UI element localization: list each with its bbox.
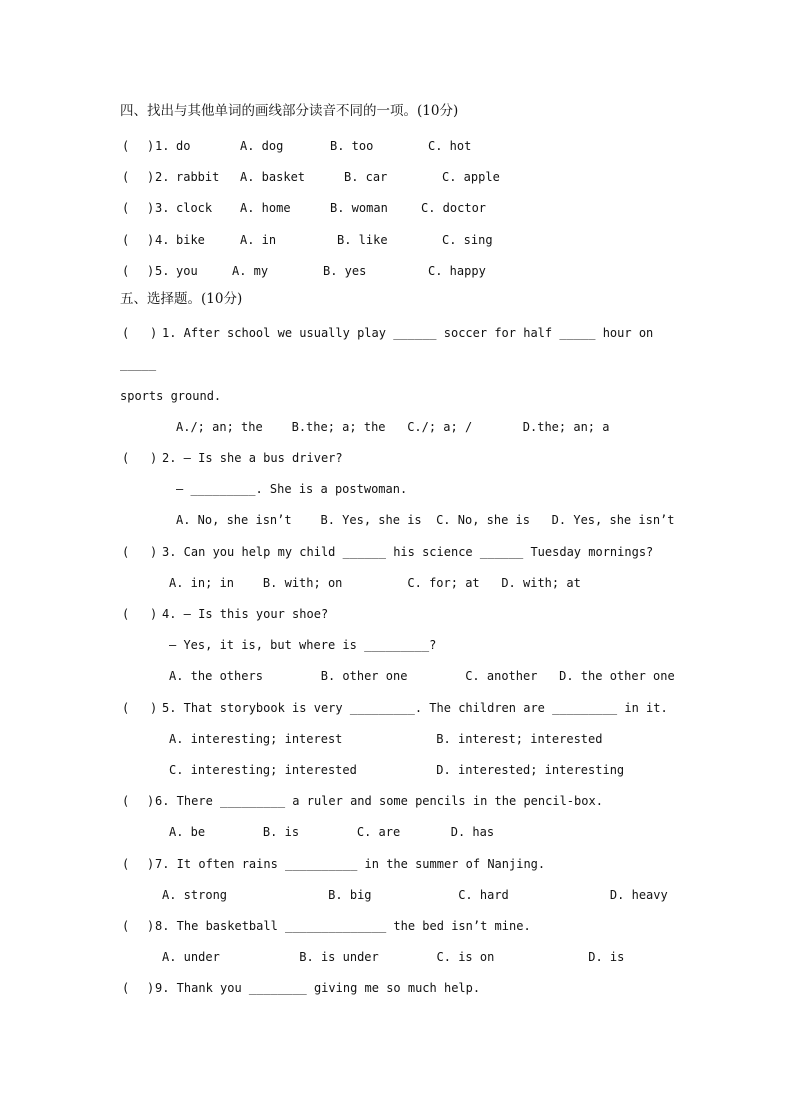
option-c: C. hot (428, 139, 472, 153)
answer-paren-open: ( (122, 233, 130, 247)
answer-paren-close: ) (147, 794, 155, 808)
option-c: C. sing (442, 233, 493, 247)
option-c: C. doctor (421, 201, 487, 215)
question-continuation: sports ground. (120, 389, 222, 403)
option-a: A. dog (240, 139, 284, 153)
answer-paren-close: ) (150, 451, 158, 465)
answer-paren-open: ( (122, 264, 130, 278)
answer-paren-close: ) (147, 919, 155, 933)
option-c: C. apple (442, 170, 500, 184)
answer-paren-open: ( (122, 607, 130, 621)
item-word: clock (176, 201, 213, 215)
question-options: A./; an; the B.the; a; the C./; a; / D.the; an; a (176, 420, 610, 434)
item-number: 2. (155, 170, 170, 184)
answer-paren-open: ( (122, 201, 130, 215)
question-stem: 7. It often rains __________ in the summer of Nanjing. (155, 857, 546, 871)
answer-paren-open: ( (122, 981, 130, 995)
answer-paren-close: ) (147, 981, 155, 995)
question-stem: 9. Thank you ________ giving me so much help. (155, 981, 481, 995)
answer-paren-open: ( (122, 545, 130, 559)
question-stem: 2. — Is she a bus driver? (162, 451, 343, 465)
item-word: rabbit (176, 170, 220, 184)
answer-paren-open: ( (122, 794, 130, 808)
section5-title: 五、选择题。(10分) (120, 291, 243, 307)
answer-paren-open: ( (122, 857, 130, 871)
question-options: A. in; in B. with; on C. for; at D. with; at (169, 576, 581, 590)
question-stem: 5. That storybook is very _________. The children are _________ in it. (162, 701, 668, 715)
question-response: — _________. She is a postwoman. (176, 482, 408, 496)
question-options: A. the others B. other one C. another D. the other one (169, 669, 675, 683)
question-options: A. be B. is C. are D. has (169, 825, 495, 839)
answer-paren-open: ( (122, 451, 130, 465)
question-options-row-1: A. interesting; interest B. interest; interested (169, 732, 603, 746)
option-b: B. woman (330, 201, 388, 215)
question-stem: 8. The basketball ______________ the bed isn’t mine. (155, 919, 531, 933)
option-b: B. yes (323, 264, 367, 278)
answer-paren-close: ) (150, 326, 158, 340)
item-word: bike (176, 233, 205, 247)
answer-paren-close: ) (147, 857, 155, 871)
question-stem: 3. Can you help my child ______ his science ______ Tuesday mornings? (162, 545, 654, 559)
option-a: A. in (240, 233, 277, 247)
option-b: B. car (344, 170, 388, 184)
option-a: A. basket (240, 170, 306, 184)
option-b: B. like (337, 233, 388, 247)
answer-paren-open: ( (122, 701, 130, 715)
question-options: A. under B. is under C. is on D. is (162, 950, 625, 964)
question-options-row-2: C. interesting; interested D. interested; interesting (169, 763, 625, 777)
option-a: A. home (240, 201, 291, 215)
answer-paren-close: ) (147, 233, 155, 247)
question-options: A. No, she isn’t B. Yes, she is C. No, she is D. Yes, she isn’t (176, 513, 675, 527)
option-a: A. my (232, 264, 269, 278)
question-stem: 1. After school we usually play ______ soccer for half _____ hour on (162, 326, 654, 340)
section4-title: 四、找出与其他单词的画线部分读音不同的一项。(10分) (120, 103, 459, 119)
item-number: 4. (155, 233, 170, 247)
question-stem: 6. There _________ a ruler and some pencils in the pencil-box. (155, 794, 603, 808)
answer-paren-close: ) (147, 139, 155, 153)
item-number: 1. (155, 139, 170, 153)
question-stem: 4. — Is this your shoe? (162, 607, 329, 621)
answer-paren-open: ( (122, 919, 130, 933)
answer-paren-close: ) (150, 701, 158, 715)
answer-paren-close: ) (150, 607, 158, 621)
question-blank: _____ (120, 357, 157, 371)
item-word: you (176, 264, 198, 278)
answer-paren-close: ) (147, 264, 155, 278)
answer-paren-close: ) (147, 201, 155, 215)
answer-paren-open: ( (122, 326, 130, 340)
answer-paren-open: ( (122, 139, 130, 153)
question-response: — Yes, it is, but where is _________? (169, 638, 437, 652)
option-c: C. happy (428, 264, 486, 278)
answer-paren-close: ) (150, 545, 158, 559)
item-number: 5. (155, 264, 170, 278)
item-number: 3. (155, 201, 170, 215)
option-b: B. too (330, 139, 374, 153)
answer-paren-open: ( (122, 170, 130, 184)
answer-paren-close: ) (147, 170, 155, 184)
item-word: do (176, 139, 191, 153)
question-options: A. strong B. big C. hard D. heavy (162, 888, 668, 902)
